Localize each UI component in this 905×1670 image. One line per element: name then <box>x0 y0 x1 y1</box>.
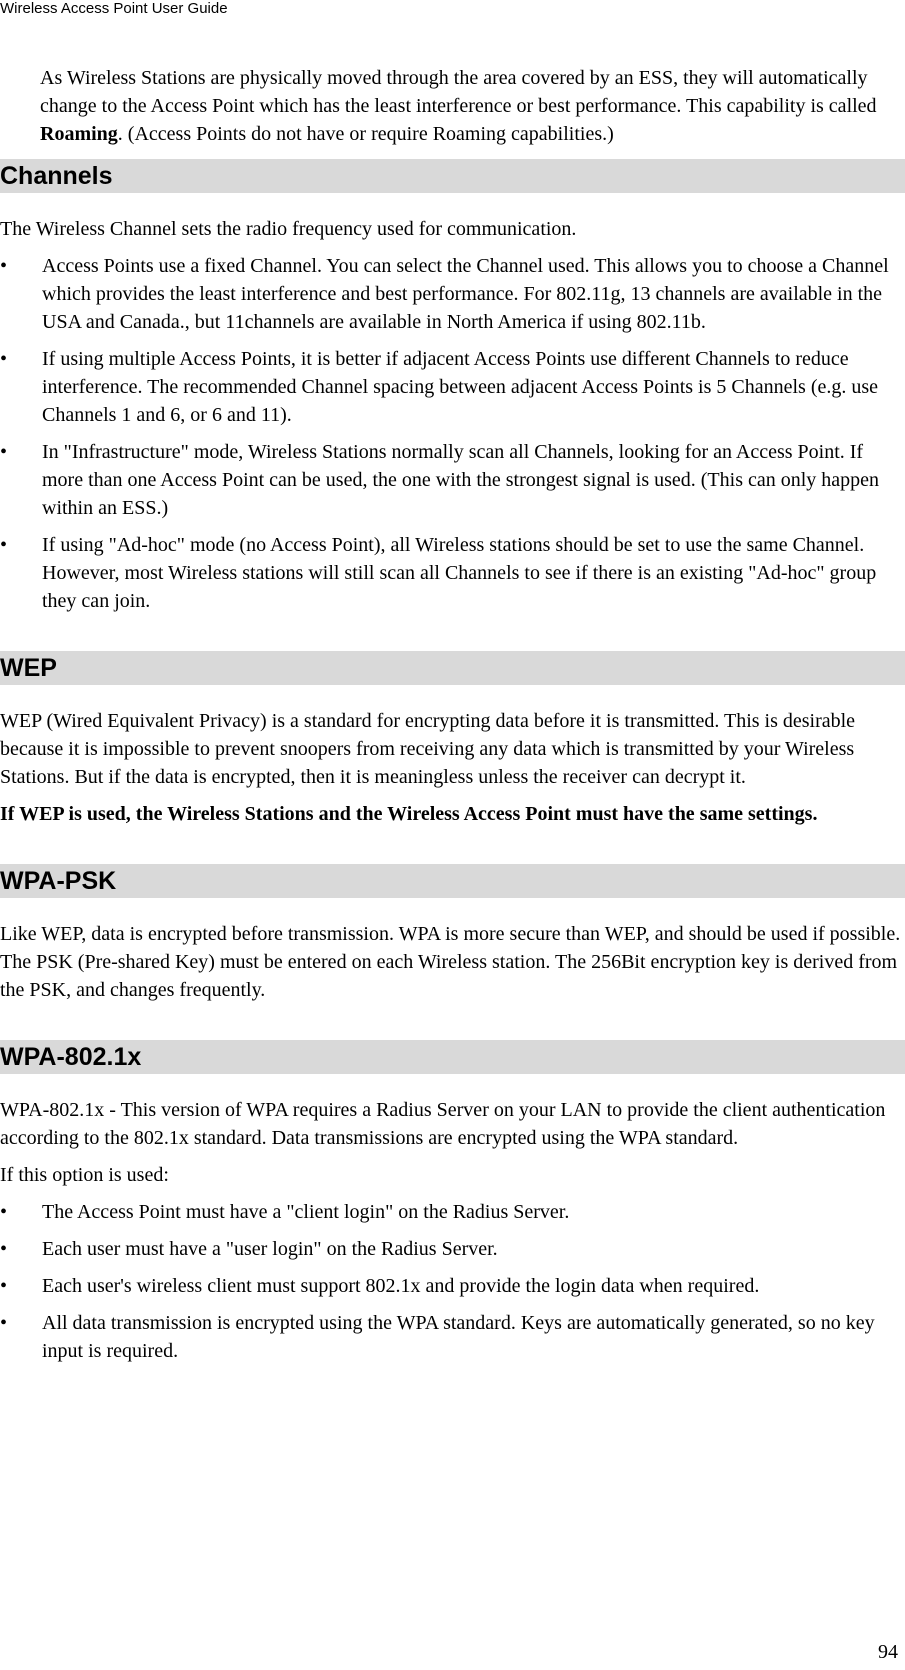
list-item-text: In "Infrastructure" mode, Wireless Stations normally scan all Channels, looking for an Access Point. If more than one Access Point can be used, the one with the strongest signal is used. (This can only happen within an ESS.) <box>42 441 880 519</box>
roaming-text-start: As Wireless Stations are physically moved through the area covered by an ESS, they will automatically change to the Access Point which has the least interference or best performance. This capability is called <box>40 67 877 117</box>
list-item <box>0 438 905 522</box>
wpa-8021x-bullet-list <box>0 1198 905 1365</box>
wpa-8021x-paragraph: WPA-802.1x - This version of WPA requires a Radius Server on your LAN to provide the client authentication according to the 802.1x standard. Data transmissions are encrypted using the WPA standard. <box>0 1099 886 1149</box>
list-item-text: If using "Ad-hoc" mode (no Access Point), all Wireless stations should be set to use the same Channel. However, most Wireless stations will still scan all Channels to see if there is an existing "Ad-hoc" group they can join. <box>42 534 877 612</box>
wpa-psk-paragraph: Like WEP, data is encrypted before transmission. WPA is more secure than WEP, and should be used if possible. The PSK (Pre-shared Key) must be entered on each Wireless station. The 256Bit encryption key is derived from the PSK, and changes frequently. <box>0 923 901 1001</box>
list-item-text: If using multiple Access Points, it is better if adjacent Access Points use different Channels to reduce interference. The recommended Channel spacing between adjacent Access Points is 5 Channels (e.g. use Channels 1 and 6, or 6 and 11). <box>42 348 879 426</box>
bullet-icon: • <box>0 1275 8 1297</box>
list-item <box>0 1235 905 1263</box>
list-item <box>0 1309 905 1365</box>
list-item <box>0 1272 905 1300</box>
bullet-icon: • <box>0 348 8 370</box>
list-item <box>0 345 905 429</box>
list-item-text: All data transmission is encrypted using the WPA standard. Keys are automatically generated, so no key input is required. <box>42 1312 875 1362</box>
roaming-term: Roaming <box>40 123 118 145</box>
page-number: 94 <box>878 1641 898 1663</box>
roaming-text-end: . (Access Points do not have or require Roaming capabilities.) <box>117 123 614 145</box>
roaming-paragraph <box>40 64 905 148</box>
wep-paragraph: WEP (Wired Equivalent Privacy) is a standard for encrypting data before it is transmitted. This is desirable because it is impossible to prevent snoopers from receiving any data which is transmitted by your Wireless Stations. But if the data is encrypted, then it is meaningless unless the receiver can decrypt it. <box>0 710 856 788</box>
running-header: Wireless Access Point User Guide <box>0 0 228 17</box>
list-item-text: Access Points use a fixed Channel. You can select the Channel used. This allows you to choose a Channel which provides the least interference and best performance. For 802.11g, 13 channels are available in the USA and Canada., but 11channels are available in North America if using 802.11b. <box>42 255 889 333</box>
bullet-icon: • <box>0 1238 8 1260</box>
list-item-text: Each user's wireless client must support 802.1x and provide the login data when required. <box>42 1275 760 1297</box>
list-item <box>0 531 905 615</box>
list-item <box>0 252 905 336</box>
bullet-icon: • <box>0 534 8 556</box>
wpa-8021x-lead: If this option is used: <box>0 1164 169 1186</box>
list-item-text: The Access Point must have a "client login" on the Radius Server. <box>42 1201 570 1223</box>
bullet-icon: • <box>0 1201 8 1223</box>
list-item <box>0 1198 905 1226</box>
list-item-text: Each user must have a "user login" on the Radius Server. <box>42 1238 498 1260</box>
channels-intro: The Wireless Channel sets the radio frequency used for communication. <box>0 218 577 240</box>
channels-bullet-list <box>0 252 905 615</box>
bullet-icon: • <box>0 255 8 277</box>
wep-note: If WEP is used, the Wireless Stations and the Wireless Access Point must have the same settings. <box>0 803 818 825</box>
bullet-icon: • <box>0 441 8 463</box>
bullet-icon: • <box>0 1312 8 1334</box>
wpa-8021x-heading: WPA-802.1x <box>0 1040 905 1074</box>
wep-heading: WEP <box>0 651 905 685</box>
wpa-psk-heading: WPA-PSK <box>0 864 905 898</box>
page-content <box>0 64 905 1374</box>
channels-heading: Channels <box>0 159 905 193</box>
